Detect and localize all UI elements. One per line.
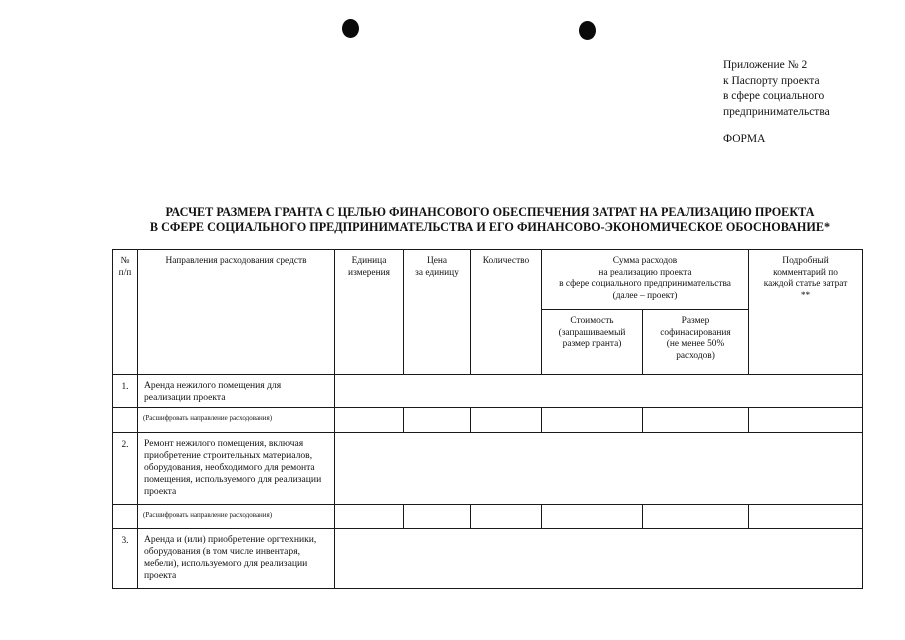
form-label: ФОРМА (723, 133, 766, 145)
row-1-detail-num (113, 408, 138, 433)
header-sum: Сумма расходов на реализацию проекта в сфере социального предпринимательства (далее – проект) (542, 250, 749, 310)
row-3-num: 3. (113, 529, 138, 589)
table-row-1 (113, 375, 863, 408)
header-quantity: Количество (471, 250, 542, 375)
row-1-detail-price (404, 408, 471, 433)
header-num: № п/п (113, 250, 138, 375)
title-line-2: В СФЕРЕ СОЦИАЛЬНОГО ПРЕДПРИНИМАТЕЛЬСТВА И ЕГО ФИНАНСОВО-ЭКОНОМИЧЕСКОЕ ОБОСНОВАНИЕ* (149, 220, 831, 234)
row-2-values (335, 433, 863, 505)
header-cost: Стоимость (запрашиваемый размер гранта) (542, 310, 643, 375)
annex-line-3: в сфере социального (723, 90, 825, 102)
row-2-detail-num (113, 505, 138, 529)
row-2-detail-cofinance (643, 505, 749, 529)
header-unit: Единица измерения (335, 250, 404, 375)
table-row-2-detail (113, 505, 863, 529)
row-2-detail-cost (542, 505, 643, 529)
row-1-detail-comment (749, 408, 863, 433)
row-3-direction: Аренда и (или) приобретение оргтехники, оборудования (в том числе инвентаря, мебели), используемого для реализации проекта (138, 529, 335, 589)
row-1-detail-quantity (471, 408, 542, 433)
row-1-detail-cost (542, 408, 643, 433)
annex-line-2: к Паспорту проекта (723, 74, 820, 87)
punch-hole-right (579, 21, 596, 40)
grant-calculation-table (112, 249, 863, 589)
row-1-num: 1. (113, 375, 138, 408)
row-1-values (335, 375, 863, 408)
table-row-1-detail (113, 408, 863, 433)
row-2-detail-price (404, 505, 471, 529)
punch-hole-left (342, 19, 359, 38)
title-line-1: РАСЧЕТ РАЗМЕРА ГРАНТА С ЦЕЛЬЮ ФИНАНСОВОГО ОБЕСПЕЧЕНИЯ ЗАТРАТ НА РЕАЛИЗАЦИЮ ПРОЕКТА (165, 205, 815, 219)
document-title (130, 205, 850, 235)
annex-line-4: предпринимательства (723, 105, 830, 118)
row-1-detail-unit (335, 408, 404, 433)
row-2-detail-quantity (471, 505, 542, 529)
annex-block (723, 58, 830, 120)
row-2-num: 2. (113, 433, 138, 505)
header-direction: Направления расходования средств (138, 250, 335, 375)
header-comment: Подробный комментарий по каждой статье затрат ** (749, 250, 863, 375)
table-row-3 (113, 529, 863, 589)
row-1-detail-label: (Расшифровать направление расходования) (138, 408, 335, 433)
row-2-direction: Ремонт нежилого помещения, включая приобретение строительных материалов, оборудования, необходимого для ремонта помещения, используемого для реализации проекта (138, 433, 335, 505)
header-price: Цена за единицу (404, 250, 471, 375)
row-2-detail-label: (Расшифровать направление расходования) (138, 505, 335, 529)
row-1-detail-cofinance (643, 408, 749, 433)
annex-line-1: Приложение № 2 (723, 59, 808, 71)
row-2-detail-unit (335, 505, 404, 529)
row-1-direction: Аренда нежилого помещения для реализации проекта (138, 375, 335, 408)
row-2-detail-comment (749, 505, 863, 529)
row-3-values (335, 529, 863, 589)
table-row-2 (113, 433, 863, 505)
header-cofinance: Размер софинасирования (не менее 50% расходов) (643, 310, 749, 375)
